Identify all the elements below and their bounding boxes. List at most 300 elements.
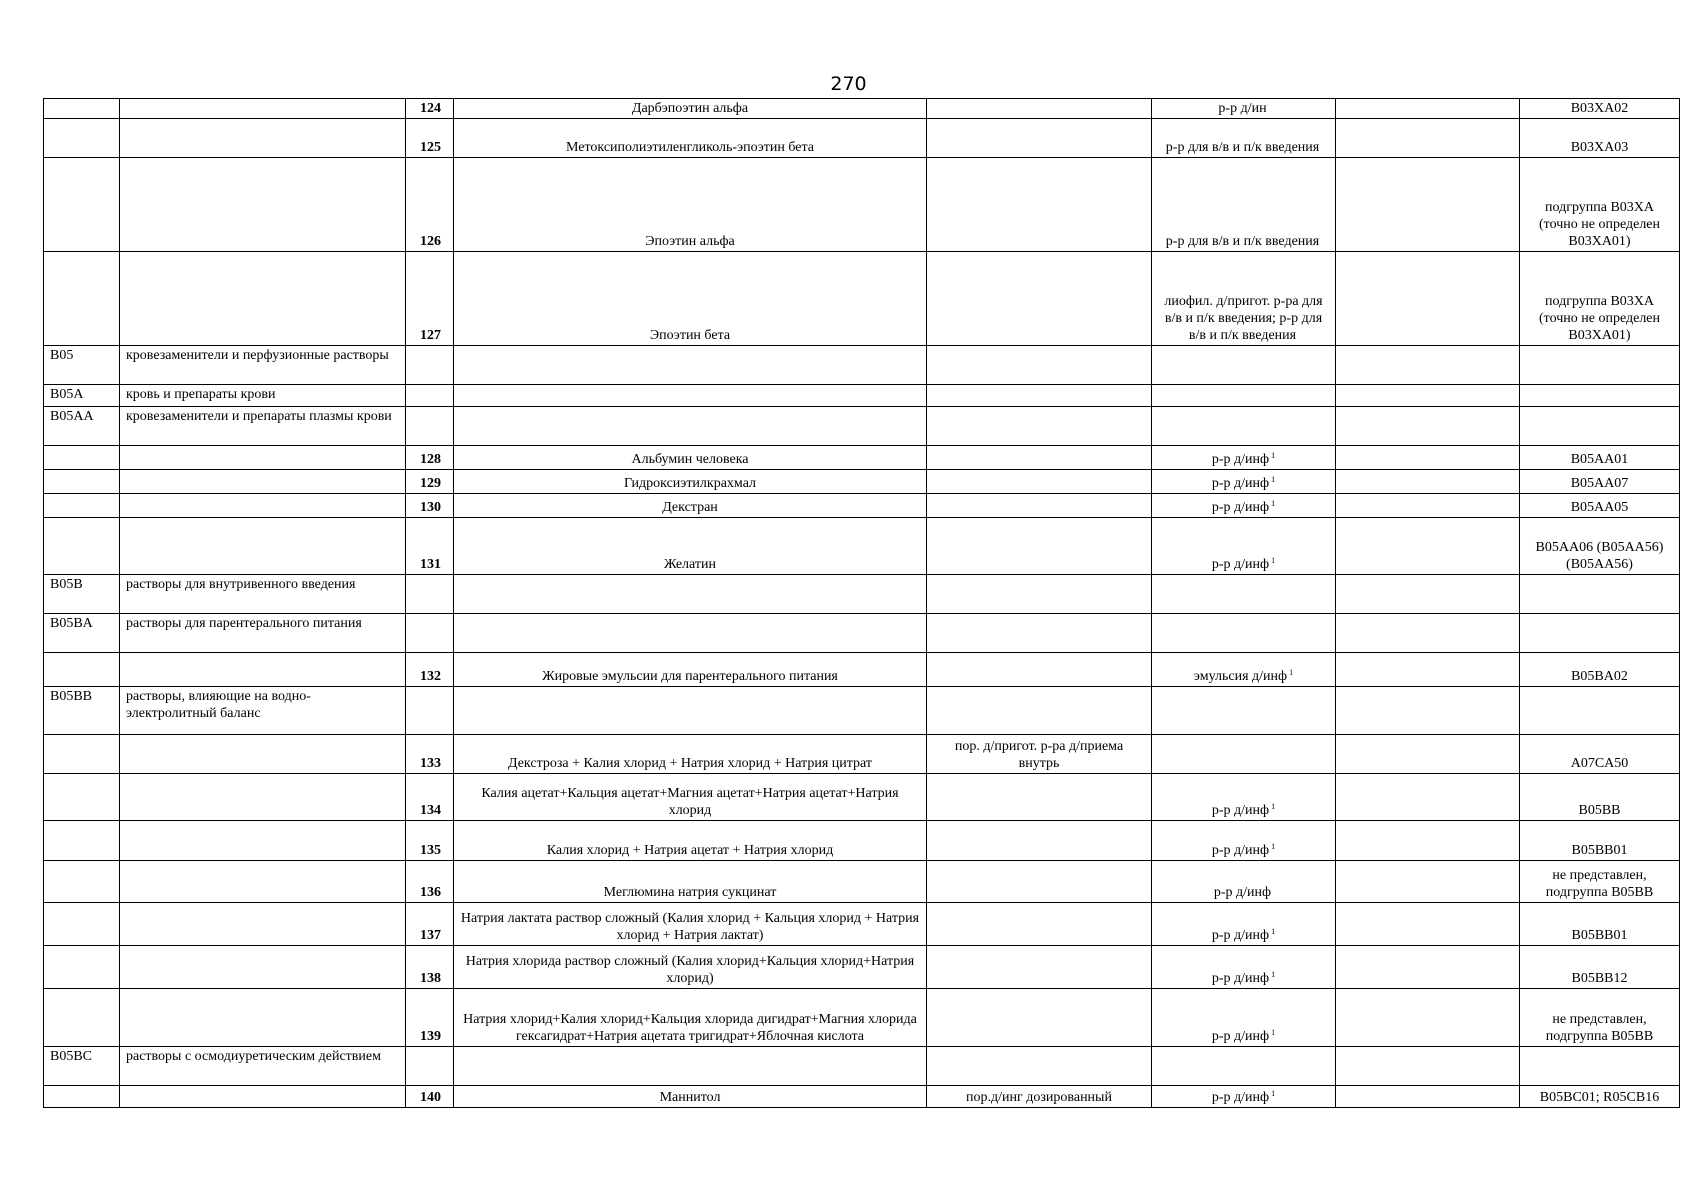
atc-code-text: B05AA06 (B05AA56) (B05AA56) bbox=[1535, 540, 1664, 572]
drug-name-text: Меглюмина натрия сукцинат bbox=[603, 885, 777, 900]
atc-group-code-text: B05BB bbox=[50, 689, 93, 704]
table-row bbox=[44, 989, 1680, 1047]
group-name-text: растворы для парентерального питания bbox=[126, 616, 362, 631]
empty-cell bbox=[1336, 653, 1520, 687]
row-number bbox=[406, 653, 454, 687]
atc-code bbox=[1520, 346, 1680, 385]
group-name bbox=[120, 158, 406, 252]
table-row bbox=[44, 821, 1680, 861]
atc-code bbox=[1520, 989, 1680, 1047]
atc-code bbox=[1520, 821, 1680, 861]
empty-cell bbox=[1336, 446, 1520, 470]
atc-group-code-text: B05 bbox=[50, 348, 74, 363]
dosage-form-oral bbox=[927, 946, 1152, 989]
drug-name bbox=[454, 575, 927, 614]
atc-code bbox=[1520, 99, 1680, 119]
dosage-form bbox=[1152, 946, 1336, 989]
drug-table-body bbox=[44, 99, 1680, 1108]
atc-code bbox=[1520, 903, 1680, 946]
dosage-form-oral bbox=[927, 470, 1152, 494]
atc-code bbox=[1520, 252, 1680, 346]
atc-code bbox=[1520, 119, 1680, 158]
dosage-form-oral bbox=[927, 903, 1152, 946]
atc-group-code bbox=[44, 735, 120, 774]
table-row bbox=[44, 735, 1680, 774]
dosage-form bbox=[1152, 735, 1336, 774]
drug-name bbox=[454, 687, 927, 735]
atc-group-code bbox=[44, 346, 120, 385]
dosage-form-text: р-р д/инф bbox=[1211, 803, 1270, 818]
dosage-form-text: р-р д/инф bbox=[1211, 476, 1270, 491]
atc-code bbox=[1520, 946, 1680, 989]
group-name bbox=[120, 614, 406, 653]
dosage-form-text: р-р д/инф bbox=[1211, 843, 1270, 858]
dosage-form-text: р-р д/инф bbox=[1211, 452, 1270, 467]
drug-name bbox=[454, 774, 927, 821]
group-name bbox=[120, 346, 406, 385]
atc-group-code bbox=[44, 1086, 120, 1108]
group-name bbox=[120, 735, 406, 774]
atc-group-code bbox=[44, 446, 120, 470]
drug-name bbox=[454, 903, 927, 946]
atc-code bbox=[1520, 653, 1680, 687]
row-number bbox=[406, 99, 454, 119]
atc-code-text: B05AA07 bbox=[1570, 476, 1629, 491]
atc-code-text: B05AA05 bbox=[1570, 500, 1629, 515]
empty-cell bbox=[1336, 903, 1520, 946]
row-number-text: 129 bbox=[420, 476, 441, 491]
atc-code bbox=[1520, 575, 1680, 614]
drug-name bbox=[454, 494, 927, 518]
drug-name bbox=[454, 158, 927, 252]
dosage-form-oral bbox=[927, 774, 1152, 821]
group-name-text: кровь и препараты крови bbox=[126, 387, 276, 402]
table-row bbox=[44, 119, 1680, 158]
page-number: 270 bbox=[830, 73, 867, 95]
atc-code-text: подгруппа B03XA (точно не определен B03XA01) bbox=[1538, 200, 1661, 249]
dosage-form bbox=[1152, 614, 1336, 653]
atc-group-code bbox=[44, 158, 120, 252]
atc-code-text: B05AA01 bbox=[1570, 452, 1629, 467]
drug-name-text: Натрия хлорида раствор сложный (Калия хлорид+Кальция хлорид+Натрия хлорид) bbox=[465, 954, 915, 986]
dosage-form-oral bbox=[927, 575, 1152, 614]
row-number bbox=[406, 518, 454, 575]
empty-cell bbox=[1336, 774, 1520, 821]
table-row bbox=[44, 252, 1680, 346]
atc-group-code bbox=[44, 470, 120, 494]
atc-group-code bbox=[44, 614, 120, 653]
footnote-marker: 1 bbox=[1271, 475, 1276, 484]
dosage-form bbox=[1152, 687, 1336, 735]
atc-code-text: B03XA02 bbox=[1570, 101, 1629, 116]
group-name bbox=[120, 903, 406, 946]
row-number-text: 133 bbox=[420, 756, 441, 771]
empty-cell bbox=[1336, 494, 1520, 518]
atc-code bbox=[1520, 735, 1680, 774]
dosage-form-text: лиофил. д/пригот. р-ра для в/в и п/к введения; р-р для в/в и п/к введения bbox=[1164, 294, 1323, 343]
row-number-text: 136 bbox=[420, 885, 441, 900]
table-row bbox=[44, 99, 1680, 119]
table-row bbox=[44, 614, 1680, 653]
atc-group-code bbox=[44, 1047, 120, 1086]
dosage-form bbox=[1152, 119, 1336, 158]
table-row bbox=[44, 385, 1680, 407]
group-name bbox=[120, 989, 406, 1047]
group-name bbox=[120, 774, 406, 821]
atc-code-text: B05BA02 bbox=[1571, 669, 1628, 684]
dosage-form bbox=[1152, 252, 1336, 346]
drug-name bbox=[454, 99, 927, 119]
dosage-form bbox=[1152, 494, 1336, 518]
atc-group-code bbox=[44, 385, 120, 407]
drug-name-text: Калия ацетат+Кальция ацетат+Магния ацетат+Натрия ацетат+Натрия хлорид bbox=[481, 786, 899, 818]
row-number bbox=[406, 446, 454, 470]
atc-group-code bbox=[44, 861, 120, 903]
dosage-form-text: р-р д/инф bbox=[1211, 1090, 1270, 1105]
drug-name-text: Дарбэпоэтин альфа bbox=[631, 101, 749, 116]
row-number bbox=[406, 346, 454, 385]
empty-cell bbox=[1336, 252, 1520, 346]
footnote-marker: 1 bbox=[1271, 970, 1276, 979]
footnote-marker: 1 bbox=[1271, 842, 1276, 851]
empty-cell bbox=[1336, 385, 1520, 407]
group-name bbox=[120, 687, 406, 735]
atc-group-code bbox=[44, 821, 120, 861]
drug-table bbox=[43, 98, 1680, 1108]
table-row bbox=[44, 687, 1680, 735]
row-number bbox=[406, 1086, 454, 1108]
group-name-text: кровезаменители и препараты плазмы крови bbox=[126, 409, 392, 424]
group-name-text: растворы для внутривенного введения bbox=[126, 577, 356, 592]
drug-name bbox=[454, 470, 927, 494]
drug-name-text: Гидроксиэтилкрахмал bbox=[623, 476, 757, 491]
atc-group-code-text: B05A bbox=[50, 387, 84, 402]
row-number-text: 126 bbox=[420, 234, 441, 249]
footnote-marker: 1 bbox=[1271, 1028, 1276, 1037]
drug-name-text: Эпоэтин бета bbox=[649, 328, 731, 343]
dosage-form-oral bbox=[927, 687, 1152, 735]
row-number bbox=[406, 158, 454, 252]
empty-cell bbox=[1336, 346, 1520, 385]
drug-name bbox=[454, 1086, 927, 1108]
dosage-form-text: эмульсия д/инф bbox=[1193, 669, 1288, 684]
drug-name bbox=[454, 518, 927, 575]
dosage-form-oral bbox=[927, 614, 1152, 653]
drug-name-text: Желатин bbox=[664, 557, 716, 572]
table-row bbox=[44, 494, 1680, 518]
atc-code bbox=[1520, 446, 1680, 470]
atc-group-code bbox=[44, 99, 120, 119]
dosage-form-text: р-р д/инф bbox=[1211, 500, 1270, 515]
atc-group-code bbox=[44, 575, 120, 614]
dosage-form-oral-text: пор. д/пригот. р-ра д/приема внутрь bbox=[954, 739, 1124, 771]
group-name bbox=[120, 946, 406, 989]
dosage-form bbox=[1152, 1086, 1336, 1108]
empty-cell bbox=[1336, 470, 1520, 494]
empty-cell bbox=[1336, 407, 1520, 446]
row-number bbox=[406, 494, 454, 518]
atc-code-text: B05BB01 bbox=[1571, 928, 1628, 943]
atc-group-code-text: B05BA bbox=[50, 616, 93, 631]
atc-group-code bbox=[44, 494, 120, 518]
footnote-marker: 1 bbox=[1271, 927, 1276, 936]
dosage-form bbox=[1152, 385, 1336, 407]
table-row bbox=[44, 407, 1680, 446]
atc-code-text: не представлен, подгруппа B05BB bbox=[1545, 1012, 1654, 1044]
drug-name bbox=[454, 119, 927, 158]
atc-group-code-text: B05B bbox=[50, 577, 83, 592]
empty-cell bbox=[1336, 946, 1520, 989]
group-name bbox=[120, 252, 406, 346]
row-number bbox=[406, 989, 454, 1047]
table-row bbox=[44, 575, 1680, 614]
table-row bbox=[44, 861, 1680, 903]
drug-name bbox=[454, 252, 927, 346]
atc-code bbox=[1520, 861, 1680, 903]
dosage-form-text: р-р для в/в и п/к введения bbox=[1165, 234, 1320, 249]
empty-cell bbox=[1336, 575, 1520, 614]
atc-group-code bbox=[44, 252, 120, 346]
drug-name bbox=[454, 385, 927, 407]
atc-group-code bbox=[44, 687, 120, 735]
empty-cell bbox=[1336, 518, 1520, 575]
row-number-text: 125 bbox=[420, 140, 441, 155]
atc-code bbox=[1520, 1086, 1680, 1108]
atc-group-code bbox=[44, 407, 120, 446]
drug-name bbox=[454, 1047, 927, 1086]
row-number-text: 127 bbox=[420, 328, 441, 343]
empty-cell bbox=[1336, 735, 1520, 774]
row-number bbox=[406, 735, 454, 774]
dosage-form-text: р-р д/ин bbox=[1218, 101, 1267, 116]
table-row bbox=[44, 774, 1680, 821]
dosage-form-text: р-р д/инф bbox=[1213, 885, 1272, 900]
drug-name-text: Эпоэтин альфа bbox=[645, 234, 735, 249]
atc-group-code bbox=[44, 518, 120, 575]
drug-name bbox=[454, 407, 927, 446]
group-name bbox=[120, 385, 406, 407]
table-row bbox=[44, 470, 1680, 494]
table-row bbox=[44, 903, 1680, 946]
row-number-text: 139 bbox=[420, 1029, 441, 1044]
dosage-form-text: р-р д/инф bbox=[1211, 557, 1270, 572]
group-name-text: кровезаменители и перфузионные растворы bbox=[126, 348, 389, 363]
row-number-text: 132 bbox=[420, 669, 441, 684]
drug-name-text: Маннитол bbox=[659, 1090, 721, 1105]
group-name bbox=[120, 1086, 406, 1108]
drug-name bbox=[454, 735, 927, 774]
row-number-text: 131 bbox=[420, 557, 441, 572]
table-row bbox=[44, 518, 1680, 575]
atc-code bbox=[1520, 518, 1680, 575]
dosage-form-oral bbox=[927, 158, 1152, 252]
dosage-form-oral bbox=[927, 407, 1152, 446]
atc-code bbox=[1520, 470, 1680, 494]
footnote-marker: 1 bbox=[1271, 451, 1276, 460]
dosage-form bbox=[1152, 158, 1336, 252]
dosage-form-oral bbox=[927, 252, 1152, 346]
drug-name bbox=[454, 614, 927, 653]
drug-name bbox=[454, 821, 927, 861]
footnote-marker: 1 bbox=[1271, 499, 1276, 508]
footnote-marker: 1 bbox=[1289, 668, 1294, 677]
atc-group-code bbox=[44, 774, 120, 821]
dosage-form-oral bbox=[927, 494, 1152, 518]
empty-cell bbox=[1336, 614, 1520, 653]
table-row bbox=[44, 1047, 1680, 1086]
dosage-form-oral bbox=[927, 385, 1152, 407]
atc-code bbox=[1520, 158, 1680, 252]
dosage-form-oral bbox=[927, 989, 1152, 1047]
atc-code-text: B05BB01 bbox=[1571, 843, 1628, 858]
atc-code-text: подгруппа B03XA (точно не определен B03XA01) bbox=[1538, 294, 1661, 343]
drug-name bbox=[454, 346, 927, 385]
group-name-text: растворы с осмодиуретическим действием bbox=[126, 1049, 381, 1064]
row-number bbox=[406, 470, 454, 494]
dosage-form bbox=[1152, 653, 1336, 687]
group-name bbox=[120, 470, 406, 494]
atc-code bbox=[1520, 774, 1680, 821]
row-number bbox=[406, 407, 454, 446]
dosage-form bbox=[1152, 346, 1336, 385]
dosage-form-text: р-р д/инф bbox=[1211, 928, 1270, 943]
drug-name-text: Альбумин человека bbox=[631, 452, 749, 467]
row-number bbox=[406, 1047, 454, 1086]
atc-code bbox=[1520, 614, 1680, 653]
row-number bbox=[406, 687, 454, 735]
group-name bbox=[120, 446, 406, 470]
dosage-form bbox=[1152, 989, 1336, 1047]
empty-cell bbox=[1336, 821, 1520, 861]
row-number bbox=[406, 252, 454, 346]
footnote-marker: 1 bbox=[1271, 556, 1276, 565]
table-row bbox=[44, 1086, 1680, 1108]
atc-group-code-text: B05AA bbox=[50, 409, 94, 424]
dosage-form-oral bbox=[927, 446, 1152, 470]
drug-name bbox=[454, 653, 927, 687]
dosage-form bbox=[1152, 821, 1336, 861]
dosage-form bbox=[1152, 1047, 1336, 1086]
group-name bbox=[120, 861, 406, 903]
table-row bbox=[44, 653, 1680, 687]
drug-name bbox=[454, 446, 927, 470]
group-name bbox=[120, 575, 406, 614]
drug-name-text: Декстроза + Калия хлорид + Натрия хлорид + Натрия цитрат bbox=[507, 756, 873, 771]
dosage-form-oral bbox=[927, 119, 1152, 158]
empty-cell bbox=[1336, 687, 1520, 735]
dosage-form bbox=[1152, 575, 1336, 614]
dosage-form bbox=[1152, 861, 1336, 903]
atc-group-code bbox=[44, 989, 120, 1047]
group-name bbox=[120, 407, 406, 446]
drug-name bbox=[454, 989, 927, 1047]
dosage-form-oral bbox=[927, 821, 1152, 861]
dosage-form bbox=[1152, 518, 1336, 575]
drug-name bbox=[454, 861, 927, 903]
table-row bbox=[44, 346, 1680, 385]
group-name bbox=[120, 99, 406, 119]
row-number bbox=[406, 946, 454, 989]
empty-cell bbox=[1336, 119, 1520, 158]
group-name bbox=[120, 518, 406, 575]
row-number-text: 140 bbox=[420, 1090, 441, 1105]
dosage-form bbox=[1152, 99, 1336, 119]
drug-name-text: Жировые эмульсии для парентерального питания bbox=[542, 669, 838, 684]
table-row bbox=[44, 158, 1680, 252]
row-number-text: 128 bbox=[420, 452, 441, 467]
drug-name-text: Калия хлорид + Натрия ацетат + Натрия хлорид bbox=[546, 843, 834, 858]
drug-name-text: Декстран bbox=[662, 500, 718, 515]
row-number bbox=[406, 614, 454, 653]
row-number-text: 130 bbox=[420, 500, 441, 515]
empty-cell bbox=[1336, 1047, 1520, 1086]
atc-code-text: B03XA03 bbox=[1570, 140, 1629, 155]
group-name bbox=[120, 119, 406, 158]
drug-name-text: Натрия лактата раствор сложный (Калия хлорид + Кальция хлорид + Натрия хлорид + Натрия лактат) bbox=[460, 911, 920, 943]
atc-code-text: B05BB12 bbox=[1571, 971, 1628, 986]
dosage-form bbox=[1152, 903, 1336, 946]
row-number-text: 138 bbox=[420, 971, 441, 986]
group-name-text: растворы, влияющие на водно-электролитный баланс bbox=[126, 689, 311, 721]
row-number bbox=[406, 861, 454, 903]
row-number bbox=[406, 774, 454, 821]
drug-name-text: Метоксиполиэтиленгликоль-эпоэтин бета bbox=[565, 140, 815, 155]
dosage-form-oral bbox=[927, 735, 1152, 774]
empty-cell bbox=[1336, 158, 1520, 252]
atc-group-code bbox=[44, 946, 120, 989]
footnote-marker: 1 bbox=[1271, 1089, 1276, 1098]
empty-cell bbox=[1336, 989, 1520, 1047]
group-name bbox=[120, 494, 406, 518]
empty-cell bbox=[1336, 861, 1520, 903]
dosage-form-oral bbox=[927, 1047, 1152, 1086]
group-name bbox=[120, 653, 406, 687]
dosage-form bbox=[1152, 407, 1336, 446]
empty-cell bbox=[1336, 1086, 1520, 1108]
dosage-form bbox=[1152, 470, 1336, 494]
empty-cell bbox=[1336, 99, 1520, 119]
row-number bbox=[406, 385, 454, 407]
dosage-form-oral bbox=[927, 99, 1152, 119]
dosage-form-text: р-р д/инф bbox=[1211, 971, 1270, 986]
dosage-form bbox=[1152, 774, 1336, 821]
atc-group-code bbox=[44, 903, 120, 946]
row-number bbox=[406, 821, 454, 861]
atc-code-text: B05BB bbox=[1578, 803, 1621, 818]
atc-code bbox=[1520, 407, 1680, 446]
drug-name bbox=[454, 946, 927, 989]
atc-code bbox=[1520, 687, 1680, 735]
group-name bbox=[120, 821, 406, 861]
atc-group-code bbox=[44, 119, 120, 158]
atc-code-text: не представлен, подгруппа B05BB bbox=[1545, 868, 1654, 900]
dosage-form-text: р-р д/инф bbox=[1211, 1029, 1270, 1044]
dosage-form-oral bbox=[927, 518, 1152, 575]
row-number-text: 135 bbox=[420, 843, 441, 858]
row-number-text: 134 bbox=[420, 803, 441, 818]
row-number-text: 124 bbox=[420, 101, 441, 116]
drug-name-text: Натрия хлорид+Калия хлорид+Кальция хлорида дигидрат+Магния хлорида гексагидрат+Натрия ацетата тригидрат+Яблочная кислота bbox=[463, 1012, 917, 1044]
row-number bbox=[406, 119, 454, 158]
atc-code-text: B05BC01; R05CB16 bbox=[1539, 1090, 1660, 1105]
row-number bbox=[406, 903, 454, 946]
atc-group-code bbox=[44, 653, 120, 687]
group-name bbox=[120, 1047, 406, 1086]
dosage-form-oral bbox=[927, 653, 1152, 687]
atc-code bbox=[1520, 385, 1680, 407]
row-number-text: 137 bbox=[420, 928, 441, 943]
dosage-form-oral bbox=[927, 346, 1152, 385]
